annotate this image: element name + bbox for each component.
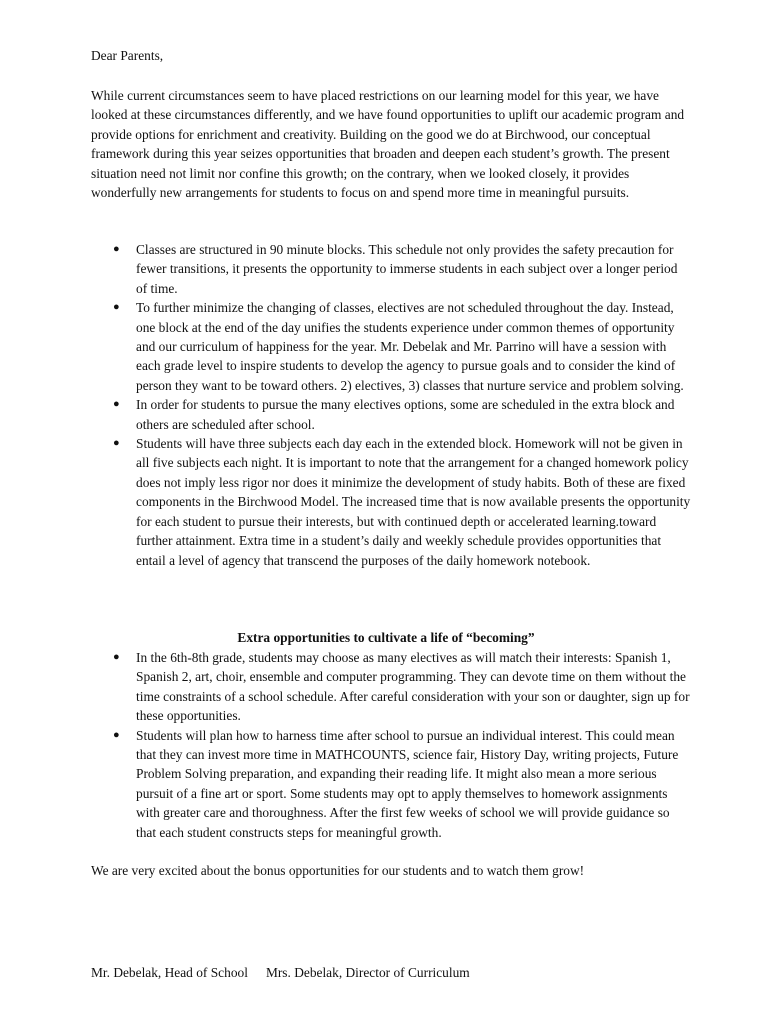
intro-paragraph: While current circumstances seem to have placed restrictions on our learning model for this year, we have looked at these circumstances differently, and we have found opportunities to uplift our academic program and provide options for enrichment and creativity. Building on the good we do at Birchwood, our conceptual framework during this year seizes opportunities that broaden and deepen each student’s growth. The present situation need not limit nor confine this growth; on the contrary, when we looked closely, it provides wonderfully new arrangements for students to focus on and spend more time in meaningful pursuits. (91, 88, 685, 201)
bullet-list-opportunities (91, 648, 691, 842)
closing-line: We are very excited about the bonus opportunities for our students and to watch them grow! (91, 863, 585, 878)
signature-head-of-school: Mr. Debelak, Head of School (91, 965, 248, 980)
list-item (91, 395, 691, 434)
greeting: Dear Parents, (91, 48, 164, 63)
list-item-text: Students will plan how to harness time after school to pursue an individual interest. This could mean that they can invest more time in MATHCOUNTS, science fair, History Day, writing projects, Future Problem Solving preparation, and expanding their reading life. It might also mean a more serious pursuit of a fine art or sport. Some students may opt to apply themselves to homework assignments with greater care and thoroughness. After the first few weeks of school we will provide guidance so that each student constructs steps for meaningful growth. (136, 727, 679, 840)
bullet-icon: ● (113, 243, 120, 255)
bullet-icon: ● (113, 728, 120, 741)
bullet-icon: ● (113, 651, 120, 663)
list-item-text: In order for students to pursue the many electives options, some are scheduled in the extra block and others are scheduled after school. (136, 397, 675, 432)
list-item-text: In the 6th-8th grade, students may choose as many electives as will match their interests: Spanish 1, Spanish 2, art, choir, ensemble and computer programming. They can devote time on them without the time constraints of a school schedule. After careful consideration with your son or daughter, sign up for these opportunities. (136, 650, 690, 724)
list-item (91, 726, 691, 842)
signature-director-of-curriculum: Mrs. Debelak, Director of Curriculum (265, 965, 470, 980)
bullet-icon: ● (113, 437, 120, 450)
list-item (91, 240, 691, 298)
list-item-text: Students will have three subjects each day each in the extended block. Homework will not be given in all five subjects each night. It is important to note that the arrangement for a changed homework policy does not imply less rigor nor does it minimize the development of study habits. Both of these are fixed components in the Birchwood Model. The increased time that is now available presents the opportunity for each student to pursue their interests, but with continued depth or accelerated learning.toward further attainment. Extra time in a student’s daily and weekly schedule provides opportunities that entail a level of agency that transcend the purposes of the daily homework notebook. (136, 436, 691, 568)
signature-line (91, 963, 691, 982)
list-item (91, 298, 691, 395)
bullet-icon: ● (113, 301, 120, 314)
bullet-icon: ● (113, 398, 120, 411)
section-heading: Extra opportunities to cultivate a life of “becoming” (237, 630, 535, 645)
list-item-text: To further minimize the changing of classes, electives are not scheduled throughout the day. Instead, one block at the end of the day unifies the students experience under common themes of opportunity and our curriculum of happiness for the year. Mr. Debelak and Mr. Parrino will have a session with each grade level to inspire students to develop the agency to pursue goals and to consider the kind of person they want to be toward others. 2) electives, 3) classes that nurture service and problem solving. (136, 300, 684, 393)
bullet-list-structure (91, 240, 691, 570)
list-item (91, 648, 691, 726)
list-item (91, 434, 691, 570)
list-item-text: Classes are structured in 90 minute blocks. This schedule not only provides the safety precaution for fewer transitions, it presents the opportunity to immerse students in each subject over a longer period of time. (136, 242, 678, 296)
